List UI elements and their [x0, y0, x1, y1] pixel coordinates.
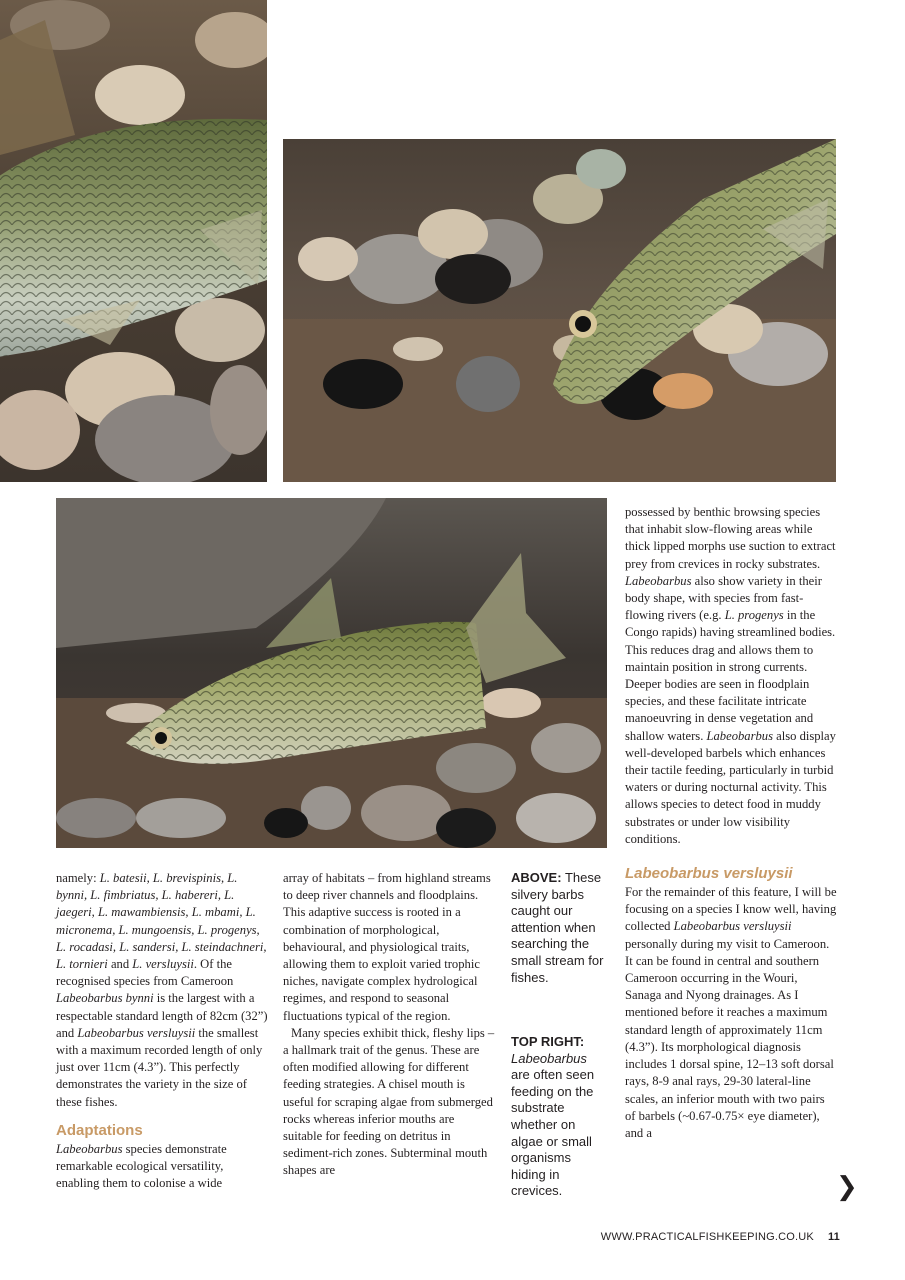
caption-top-right-label: TOP RIGHT:	[511, 1034, 585, 1049]
section-heading-species: Labeobarbus versluysii	[625, 865, 793, 883]
section-heading-adaptations: Adaptations	[56, 1121, 143, 1139]
photo-main	[56, 498, 607, 848]
next-page-arrow-icon[interactable]: ❯	[836, 1172, 858, 1202]
photo-top-right	[283, 139, 836, 482]
fish-photo-main	[56, 498, 607, 848]
fish-photo-top-right	[283, 139, 836, 482]
paragraph-4: Many species exhibit thick, fleshy lips – a hallmark trait of the genus. These are often modified allowing for different feeding strategies. A chisel mouth is useful for scraping algae from submerged rocks whereas inferior mouths are suitable for feeding on detritus in sediment-rich zones. Subterminal mouth shapes are	[283, 1025, 495, 1178]
text-column-1	[56, 870, 268, 1192]
paragraph-5: possessed by benthic browsing species that inhabit slow-flowing areas while thick lipped morphs use suction to extract prey from crevices in rocky substrates. Labeobarbus also show variety in their body shape, with species from fast-flowing rivers (e.g. L. progenys in the Congo rapids) having streamlined bodies. This reduces drag and allows them to maintain position in strong currents. Deeper bodies are seen in floodplain species, and these facilitate intricate manoeuvring in dense vegetation and shallow waters. Labeobarbus also display well-developed barbels which enhances their tactile feeding, particularly in turbid waters or during nocturnal activity. This allows species to detect food in muddy substrates or under low visibility conditions.	[625, 505, 836, 846]
caption-top-right: TOP RIGHT: Labeobarbus are often seen feeding on the substrate whether on algae or small organisms hiding in crevices.	[511, 1034, 595, 1199]
paragraph-3: array of habitats – from highland streams to deep river channels and floodplains. This adaptive success is rooted in a combination of morphological, behavioural, and physiological traits, allowing them to exploit varied trophic niches, navigate complex hydrological regimes, and respond to seasonal fluctuations typical of the region.	[283, 871, 491, 1023]
page-footer	[601, 1231, 840, 1243]
footer-url[interactable]: WWW.PRACTICALFISHKEEPING.CO.UK	[600, 1231, 814, 1243]
text-column-2	[283, 870, 495, 1180]
paragraph-1: namely: L. batesii, L. brevispinis, L. bynni, L. fimbriatus, L. habereri, L. jaegeri, L. mawambiensis, L. mbami, L. micronema, L. mungoensis, L. progenys, L. rocadasi, L. sandersi, L. steindachneri, L. tornieri and L. versluysii. Of the recognised species from Cameroon Labeobarbus bynni is the largest with a respectable standard length of 82cm (32”) and Labeobarbus versluysii the smallest with a maximum recorded length of only just over 11cm (4.3”). This perfectly demonstrates the variety in the size of these fishes.	[56, 871, 268, 1109]
caption-above: ABOVE: These silvery barbs caught our attention when searching the small stream for fishes.	[511, 870, 604, 985]
fish-photo-top-left	[0, 0, 267, 482]
paragraph-6: For the remainder of this feature, I will be focusing on a species I know well, having collected Labeobarbus versluysii personally during my visit to Cameroon. It can be found in central and southern Cameroon occurring in the Wouri, Sanaga and Nyong drainages. As I mentioned before it reaches a maximum standard length of approximately 11cm (4.3”). Its morphological diagnosis includes 1 dorsal spine, 12–13 soft dorsal rays, 8-9 anal rays, 29-30 lateral-line scales, an inferior mouth with two pairs of barbels (~0.67-0.75× eye diameter), and a	[625, 885, 837, 1140]
caption-above-label: ABOVE:	[511, 870, 562, 885]
text-column-4	[625, 504, 837, 1142]
paragraph-2: Labeobarbus species demonstrate remarkable ecological versatility, enabling them to colonise a wide	[56, 1141, 227, 1191]
photo-top-left	[0, 0, 267, 482]
page-number: 11	[827, 1231, 840, 1243]
